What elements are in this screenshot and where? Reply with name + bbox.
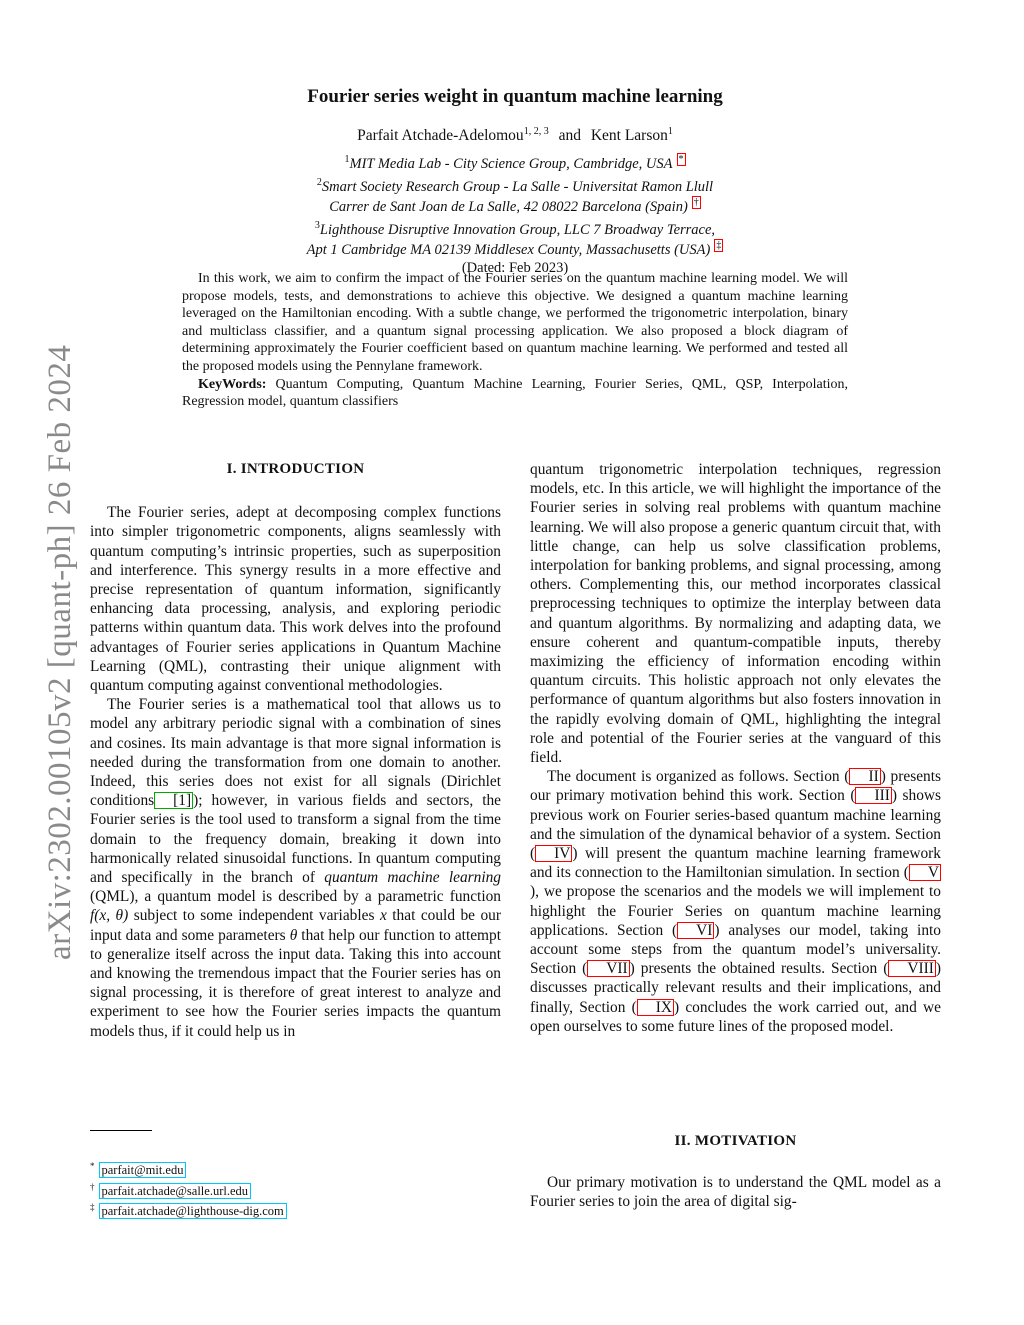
abstract-text: In this work, we aim to confirm the impact of the Fourier series on the quantum machine learning model. We will propose models, tests, and demonstrations to achieve this objective. We designed a quantum machine learning leveraged on the Hamiltonian encoding. With a subtle change, we performed the trigonometric interpolation, binary and multiclass classifier, and a quantum signal processing application. We also proposed a block diagram of determining approximately the Fourier coefficient based on quantum machine learning. We performed and tested all the proposed models using the Pennylane framework. bbox=[182, 271, 848, 374]
section-link-iii[interactable]: III bbox=[855, 787, 891, 804]
affiliation-text: Smart Society Research Group - La Salle - Universitat Ramon Llull bbox=[321, 178, 714, 195]
math-variable: x bbox=[379, 907, 387, 925]
intro-paragraph-1: The Fourier series, adept at decomposing complex functions into simpler trigonometric components, aligns seamlessly with quantum computing’s intrinsic properties, such as superposition and interference. This synergy results in a more effective and precise representation of quantum information, significantly enhancing data processing, analysis, and exploring periodic patterns within quantum data. This work delves into the profound advantages of Fourier series applications in Quantum Machine Learning (QML), contrasting their unique alignment with quantum computing against conventional methodologies. bbox=[90, 504, 501, 695]
footnote-3 bbox=[90, 1199, 287, 1220]
affiliation-sup: 3 bbox=[314, 219, 320, 231]
text-span: The document is organized as follows. Section bbox=[547, 768, 840, 786]
footnote-1 bbox=[90, 1158, 287, 1179]
text-span: ); however, in various fields and sectors, the Fourier series is the tool used to transform a signal from the time domain to the frequency domain, breaking it down into harmonically related sinusoidal functions. In quantum computing and specifically in the branch of bbox=[90, 792, 501, 887]
keywords-text: Quantum Computing, Quantum Machine Learning, Fourier Series, QML, QSP, Interpolation, Regression model, quantum classifiers bbox=[182, 376, 848, 410]
affiliation-3 bbox=[180, 217, 850, 240]
left-column bbox=[90, 460, 501, 1041]
author-conjunction: and bbox=[558, 127, 581, 145]
text-span: that could be our input data and some parameters bbox=[90, 907, 501, 944]
text-span: discusses practically relevant results and their implications, and finally, Section bbox=[530, 979, 941, 1016]
footnotes bbox=[90, 1158, 287, 1220]
footnote-link[interactable]: ‡ bbox=[716, 240, 722, 252]
abstract bbox=[182, 270, 848, 411]
author-name: Kent Larson bbox=[590, 127, 668, 145]
footnote-link[interactable]: † bbox=[693, 197, 699, 209]
intro-paragraph-3: quantum trigonometric interpolation techniques, regression models, etc. In this article, we will highlight the importance of the Fourier series in solving real problems with quantum machine learning. We will also propose a generic quantum circuit that, with little change, can help us solve classification problems, interpolation for banking problems, and signal processing, among others. Complementing this, our method incorporates classical preprocessing techniques to optimize the interplay between data and quantum algorithms. By normalizing and adapting data, we ensure coherent and quantum-compatible inputs, thereby maximizing the efficiency of information encoding within quantum circuits. This holistic approach not only elevates the performance of quantum algorithms but also fosters innovation in the rapidly evolving domain of QML, highlighting the integral role and potential of the Fourier series at the vanguard of this field. bbox=[530, 461, 941, 767]
section-link-ii[interactable]: II bbox=[849, 768, 880, 785]
section-link-viii[interactable]: VIII bbox=[888, 960, 936, 977]
text-span: subject to some independent variables bbox=[133, 907, 375, 925]
intro-paragraph-4: The document is organized as follows. Section ( II ) presents our primary motivation behind this work. Section ( III ) shows previous work on Fourier series-based quantum machine learning and the simulation of the dynamical behavior of a system. Section ( IV ) will present the quantum machine learning framework and its connection to the Hamiltonian simulation. In section ( V), we propose the scenarios and the models we will implement to highlight the Fourier Series on quantum machine learning applications. Section ( VI ) analyses our model, taking into account some steps from the quantum model’s universality. Section ( VII ) presents the obtained results. Section ( VIII ) discusses practically relevant results and their implications, and finally, Section ( IX ) concludes the work carried out, and we open ourselves to some future lines of the proposed model. bbox=[530, 768, 941, 1035]
citation-link[interactable]: [1] bbox=[154, 792, 193, 809]
affiliation-3-address bbox=[180, 239, 850, 260]
right-column bbox=[530, 460, 941, 1036]
affiliation-sup: 2 bbox=[316, 176, 322, 188]
affiliation-text: Lighthouse Disruptive Innovation Group, LLC 7 Broadway Terrace, bbox=[319, 221, 716, 238]
text-span: concludes the work carried out, and we open ourselves to some future lines of the proposed model. bbox=[530, 998, 941, 1035]
motivation-paragraph: Our primary motivation is to understand the QML model as a Fourier series to join the area of digital sig- bbox=[530, 1174, 941, 1211]
keywords bbox=[182, 376, 848, 411]
keywords-label: KeyWords: bbox=[198, 376, 267, 392]
author-list bbox=[180, 126, 850, 145]
motivation-section bbox=[530, 1132, 941, 1212]
affiliation-1 bbox=[180, 151, 850, 174]
footnote-link[interactable]: * bbox=[678, 154, 684, 165]
affiliation-2-address bbox=[180, 196, 850, 217]
intro-paragraph-2 bbox=[90, 695, 501, 1041]
text-span: analyses our model, taking into account some steps from the quantum model’s universality. Section bbox=[530, 921, 941, 978]
footnote-symbol: * bbox=[90, 1161, 95, 1171]
email-link[interactable]: parfait.atchade@lighthouse-dig.com bbox=[99, 1203, 287, 1219]
math-expression: f(x, θ) bbox=[90, 907, 129, 925]
affiliations bbox=[180, 151, 850, 277]
arxiv-identifier: arXiv:2302.00105v2 [quant-ph] 26 Feb 2024 bbox=[42, 344, 78, 960]
text-span: , we propose the scenarios and the models we will implement to highlight the Fourier Series on quantum machine learning applications. Section bbox=[530, 883, 941, 939]
text-span: (QML), a quantum model is described by a parametric function bbox=[90, 888, 501, 906]
text-span: will present the quantum machine learning framework and its connection to the Hamiltonian simulation. In section bbox=[530, 845, 941, 882]
paper-title: Fourier series weight in quantum machine learning bbox=[307, 86, 723, 107]
text-span: that help our function to attempt to generalize itself across the input data. Taking this into account and knowing the tremendous impact that the Fourier series has on signal processing, it is therefore of great interest to analyze and experiment to see how the Fourier series impacts the quantum models thus, if it could help us in bbox=[90, 926, 501, 1040]
author-affiliation-sup: 1 bbox=[667, 126, 673, 137]
text-span: shows previous work on Fourier series-based quantum machine learning and the simulation of the dynamical behavior of a system. Section bbox=[530, 787, 941, 843]
affiliation-text: MIT Media Lab - City Science Group, Cambridge, USA bbox=[349, 155, 673, 172]
text-span: The Fourier series is a mathematical tool that allows us to model any arbitrary periodic signal with a combination of sines and cosines. Its main advantage is that more signal information is needed during the transformation from one domain to another. Indeed, this series does not exist for all signals (Dirichlet conditions bbox=[90, 696, 501, 810]
affiliation-sup: 1 bbox=[344, 154, 350, 165]
section-link-iv[interactable]: IV bbox=[535, 845, 572, 862]
email-link[interactable]: parfait@mit.edu bbox=[99, 1162, 187, 1178]
affiliation-text: Apt 1 Cambridge MA 02139 Middlesex County, Massachusetts (USA) bbox=[306, 241, 711, 258]
footnote-symbol: ‡ bbox=[90, 1202, 95, 1213]
author-name: Parfait Atchade-Adelomou bbox=[357, 127, 524, 145]
section-link-v[interactable]: V bbox=[909, 864, 941, 881]
email-link[interactable]: parfait.atchade@salle.url.edu bbox=[99, 1183, 252, 1199]
text-span: presents the obtained results. Section bbox=[640, 960, 878, 978]
footnote-rule bbox=[90, 1130, 152, 1131]
footnote-2 bbox=[90, 1179, 287, 1200]
section-link-vii[interactable]: VII bbox=[587, 960, 629, 977]
section-heading-introduction: I. INTRODUCTION bbox=[226, 461, 365, 477]
affiliation-2 bbox=[180, 174, 850, 197]
section-link-ix[interactable]: IX bbox=[637, 999, 674, 1016]
affiliation-text: Carrer de Sant Joan de La Salle, 42 08022 Barcelona (Spain) bbox=[329, 198, 688, 215]
dated-line: (Dated: Feb 2023) bbox=[461, 259, 569, 276]
section-link-vi[interactable]: VI bbox=[677, 922, 714, 939]
section-heading-motivation: II. MOTIVATION bbox=[674, 1133, 797, 1149]
math-variable: θ bbox=[289, 926, 298, 944]
text-span: presents our primary motivation behind this work. Section bbox=[530, 768, 941, 805]
emphasis-text: quantum machine learning bbox=[324, 869, 501, 887]
footnote-symbol: † bbox=[90, 1181, 95, 1192]
author-affiliation-sup: 1, 2, 3 bbox=[523, 126, 549, 137]
